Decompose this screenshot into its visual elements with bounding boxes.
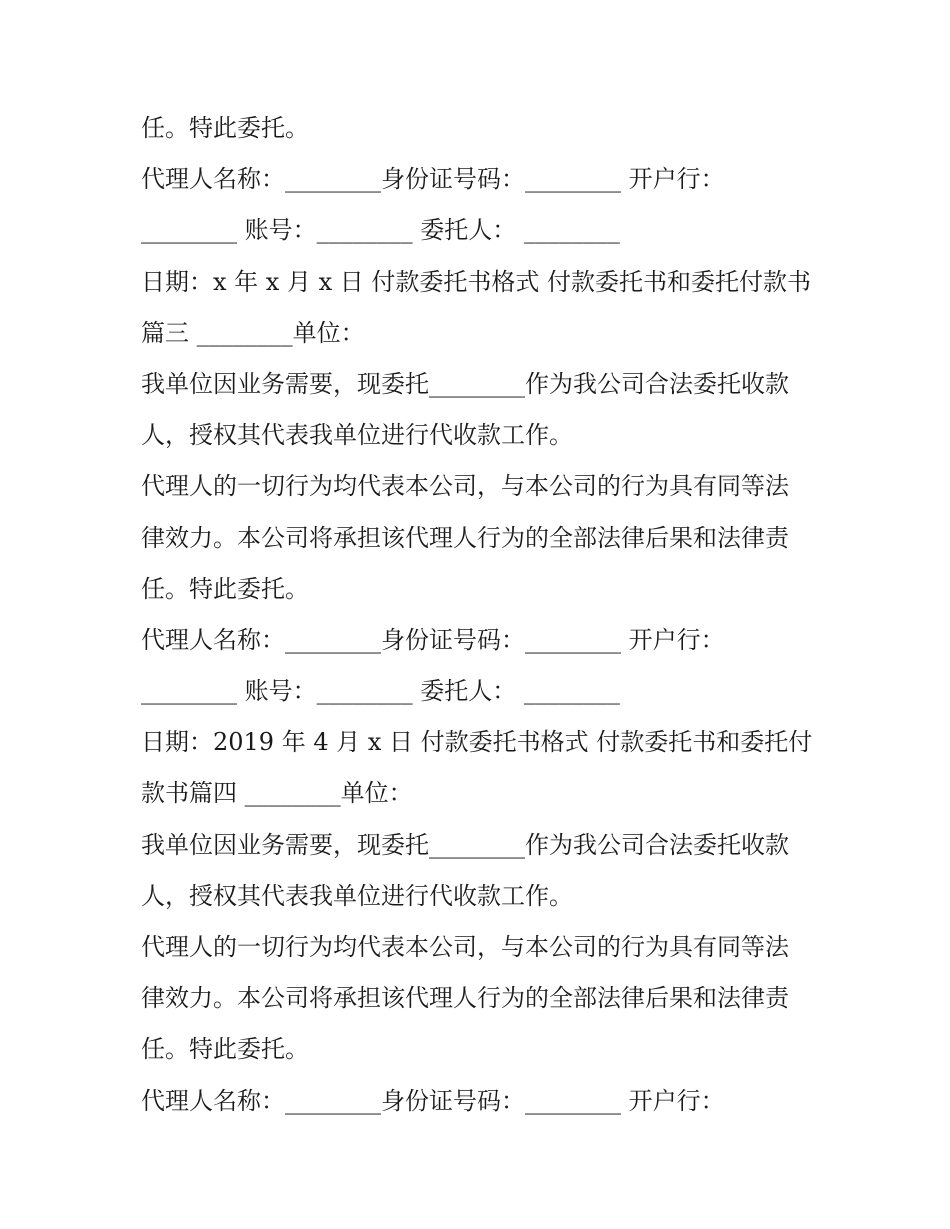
text-line-8: 代理人的一切行为均代表本公司，与本公司的行为具有同等法 [141,472,789,501]
text-line-15: 我单位因业务需要，现委托________作为我公司合法委托收款 [141,830,789,859]
text-line-17: 代理人的一切行为均代表本公司，与本公司的行为具有同等法 [141,933,789,961]
text-line-13: 日期：2019 年 4 月 x 日 付款委托书格式 付款委托书和委托付 [141,728,813,757]
text-line-5: 篇三 ________单位： [141,318,365,347]
document-body [141,103,821,1127]
text-line-20: 代理人名称：________身份证号码：________ 开户行： [141,1086,725,1115]
text-line-6: 我单位因业务需要，现委托________作为我公司合法委托收款 [141,369,789,398]
text-line-19: 任。特此委托。 [141,1035,309,1064]
text-line-3: ________ 账号：________ 委托人： ________ [141,216,620,245]
text-line-9: 律效力。本公司将承担该代理人行为的全部法律后果和法律责 [141,523,789,552]
text-line-11: 代理人名称：________身份证号码：________ 开户行： [141,625,725,654]
text-line-2: 代理人名称：________身份证号码：________ 开户行： [141,165,725,194]
text-line-4: 日期：x 年 x 月 x 日 付款委托书格式 付款委托书和委托付款书 [141,267,812,296]
text-line-10: 任。特此委托。 [141,574,309,603]
text-line-18: 律效力。本公司将承担该代理人行为的全部法律后果和法律责 [141,984,789,1013]
text-line-7: 人，授权其代表我单位进行代收款工作。 [141,421,573,450]
text-line-1: 任。特此委托。 [141,114,309,142]
text-line-16: 人，授权其代表我单位进行代收款工作。 [141,881,573,910]
text-line-14: 款书篇四 ________单位： [141,779,413,808]
text-line-12: ________ 账号：________ 委托人： ________ [141,677,620,706]
